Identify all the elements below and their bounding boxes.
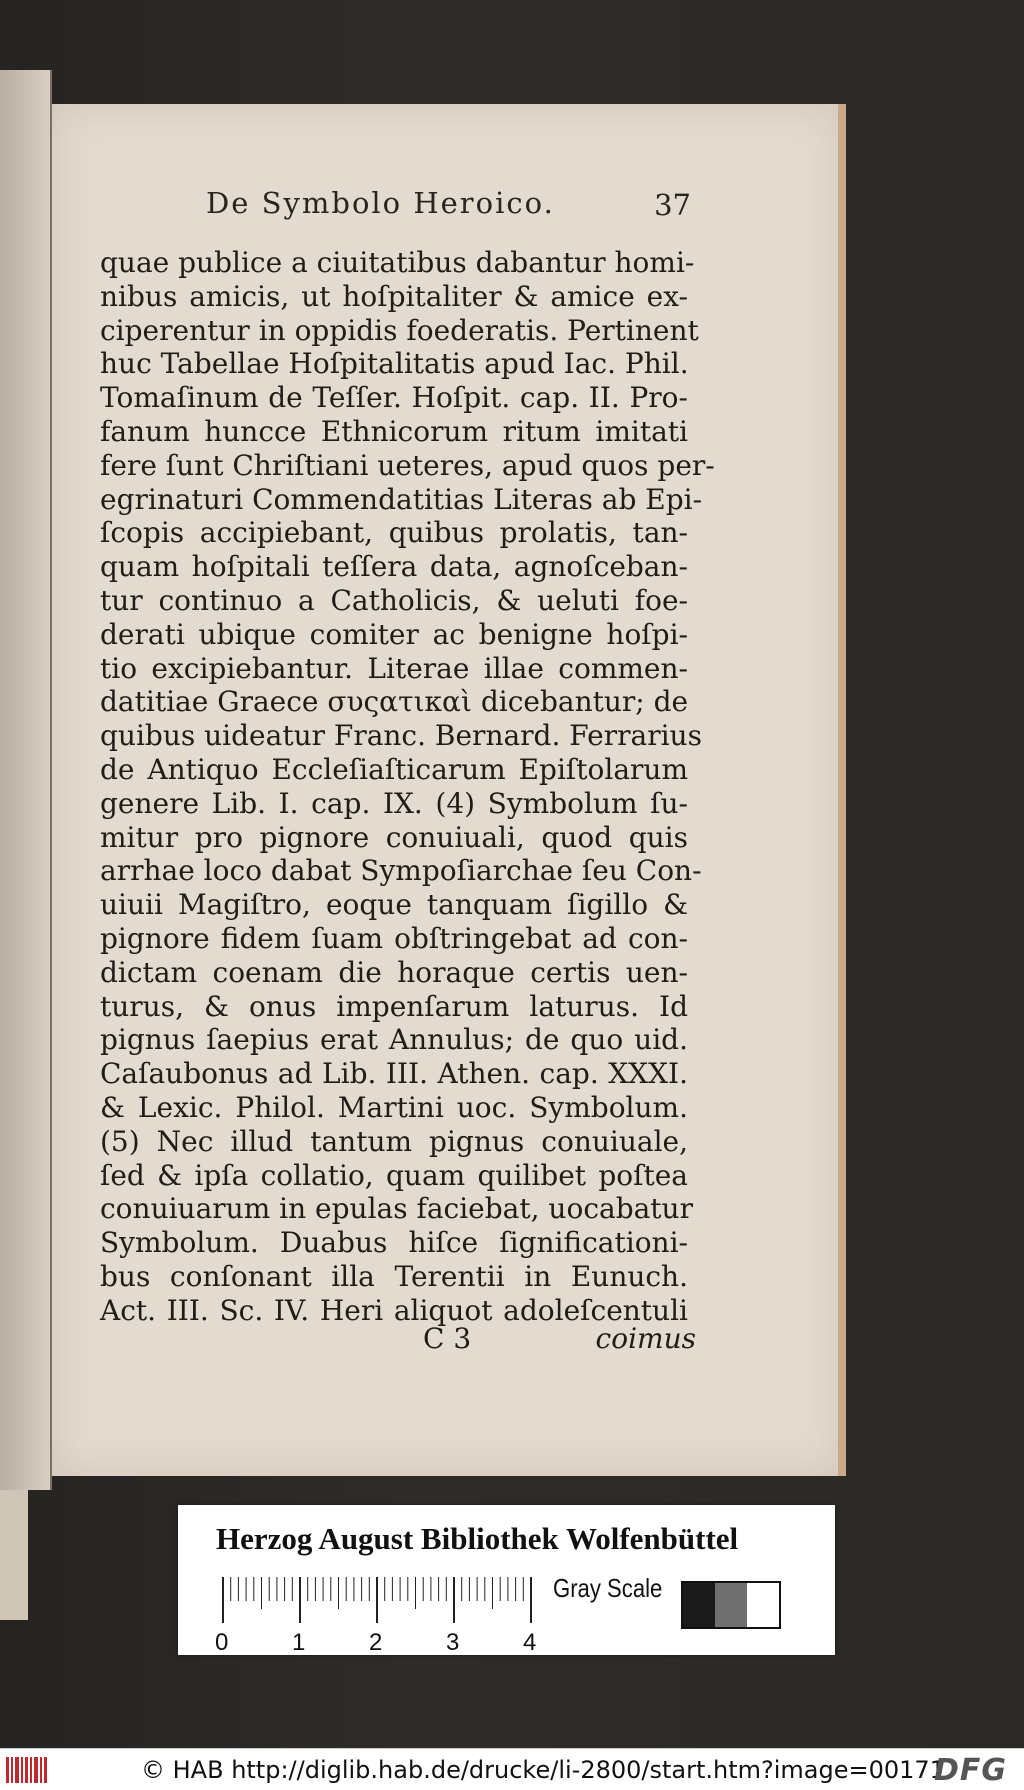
ruler-label: 3 xyxy=(446,1629,460,1656)
text-line: (5) Nec illud tantum pignus conuiuale, xyxy=(100,1124,688,1158)
left-page-edge xyxy=(0,70,52,1490)
text-line: tio excipiebantur. Literae illae commen- xyxy=(100,651,688,685)
text-line: mitur pro pignore conuiuali, quod quis xyxy=(100,820,688,854)
gray-scale-swatch xyxy=(681,1581,781,1629)
barcode-icon xyxy=(6,1757,48,1783)
text-line: de Antiquo Eccleſiaſticarum Epiſtolarum xyxy=(100,752,688,786)
footer-bar xyxy=(0,1748,1024,1790)
page-edge xyxy=(838,104,846,1476)
text-line: ſcopis accipiebant, quibus prolatis, tan- xyxy=(100,516,688,550)
copyright-link[interactable]: © HAB http://diglib.hab.de/drucke/li-2800/start.htm?image=00171 xyxy=(141,1756,945,1784)
ruler-scale xyxy=(220,1575,535,1623)
ruler-label: 0 xyxy=(215,1629,229,1656)
text-line: ſed & ipſa collatio, quam quilibet poſtea xyxy=(100,1158,688,1192)
text-line: arrhae loco dabat Sympoſiarchae ſeu Con- xyxy=(100,854,702,888)
text-line: Caſaubonus ad Lib. III. Athen. cap. XXXI. xyxy=(100,1057,688,1091)
body-text xyxy=(100,246,715,1328)
gray-scale-patch xyxy=(683,1583,715,1627)
text-line: fanum huncce Ethnicorum ritum imitati xyxy=(100,414,688,448)
library-name: Herzog August Bibliothek Wolfenbüttel xyxy=(216,1521,739,1556)
text-line: datitiae Graece συςατικαὶ dicebantur; de xyxy=(100,685,689,719)
text-line: conuiuarum in epulas faciebat, uocabatur xyxy=(100,1192,693,1226)
text-line: uiuii Magiſtro, eoque tanquam ſigillo & xyxy=(100,888,688,922)
text-line: tur continuo a Catholicis, & ueluti foe- xyxy=(100,583,688,617)
text-line: huc Tabellae Hoſpitalitatis apud Iac. Phil. xyxy=(100,347,689,381)
ruler-label: 2 xyxy=(369,1629,383,1656)
running-title: De Symbolo Heroico. xyxy=(206,186,555,220)
text-line: quibus uideatur Franc. Bernard. Ferrarius xyxy=(100,719,702,753)
text-line: quae publice a ciuitatibus dabantur homi- xyxy=(100,246,695,279)
left-page-fragment xyxy=(0,1490,28,1620)
text-line: pignus ſaepius erat Annulus; de quo uid. xyxy=(100,1023,688,1057)
text-line: & Lexic. Philol. Martini uoc. Symbolum. xyxy=(100,1090,688,1124)
text-line: bus conſonant illa Terentii in Eunuch. xyxy=(100,1259,688,1293)
text-line: egrinaturi Commendatitias Literas ab Epi- xyxy=(100,482,703,516)
text-line: dictam coenam die horaque certis uen- xyxy=(100,955,688,989)
catchword: coimus xyxy=(595,1322,696,1355)
page-header xyxy=(153,186,691,230)
gray-scale-label: Gray Scale xyxy=(553,1573,663,1603)
dfg-logo: DFG xyxy=(934,1753,1008,1788)
text-line: Symbolum. Duabus hiſce ſignificationi- xyxy=(100,1226,688,1260)
text-line: nibus amicis, ut hoſpitaliter & amice ex- xyxy=(100,279,688,313)
signature-mark: C 3 xyxy=(423,1322,472,1355)
text-line: pignore fidem ſuam obſtringebat ad con- xyxy=(100,921,688,955)
text-line: fere ſunt Chriſtiani ueteres, apud quos per- xyxy=(100,448,715,482)
text-line: Act. III. Sc. IV. Heri aliquot adoleſcentuli xyxy=(100,1293,688,1327)
gray-scale-patch xyxy=(747,1583,779,1627)
gray-scale-patch xyxy=(715,1583,747,1627)
ruler-label: 1 xyxy=(292,1629,306,1656)
text-line: genere Lib. I. cap. IX. (4) Symbolum ſu- xyxy=(100,786,688,820)
text-line: derati ubique comiter ac benigne hoſpi- xyxy=(100,617,688,651)
ruler-label: 4 xyxy=(523,1629,537,1656)
text-line: quam hoſpitali teſſera data, agnoſceban- xyxy=(100,550,688,584)
text-line: ciperentur in oppidis foederatis. Pertinent xyxy=(100,313,699,347)
text-line: turus, & onus impenſarum laturus. Id xyxy=(100,989,688,1023)
page-number: 37 xyxy=(654,188,691,222)
text-line: Tomaſinum de Teſſer. Hoſpit. cap. II. Pro- xyxy=(100,381,688,415)
calibration-card xyxy=(178,1505,835,1655)
